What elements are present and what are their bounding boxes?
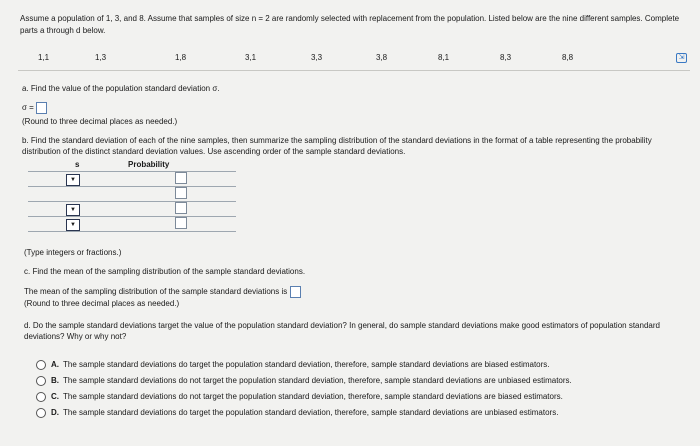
problem-intro: Assume a population of 1, 3, and 8. Assume that samples of size n = 2 are randomly selected with replacement from the population. Listed below are the nine different samples. Complete parts a through d below. <box>20 14 680 35</box>
table-row <box>28 187 236 202</box>
dropdown-arrow-icon: ▼ <box>70 222 76 228</box>
probability-input[interactable] <box>175 172 187 184</box>
sigma-label: σ = <box>22 103 34 113</box>
sample-item: 1,1 <box>38 53 50 62</box>
sample-item: 8,3 <box>500 53 512 62</box>
dropdown-arrow-icon: ▼ <box>70 207 76 213</box>
part-a-note: (Round to three decimal places as needed.) <box>22 117 178 126</box>
part-c-answer-text: The mean of the sampling distribution of the sample standard deviations is <box>24 287 288 297</box>
radio-button[interactable] <box>36 360 46 370</box>
distribution-table <box>28 171 236 232</box>
table-row <box>28 217 236 232</box>
s-value-dropdown[interactable] <box>66 174 80 186</box>
expand-icon[interactable]: ⇲ <box>676 53 687 63</box>
sample-item: 3,8 <box>376 53 388 62</box>
column-header-probability: Probability <box>128 160 170 169</box>
option-text: The sample standard deviations do not target the population standard deviation, therefore, sample standard deviations are biased estimators. <box>63 392 563 402</box>
option-b[interactable]: B. The sample standard deviations do not target the population standard deviation, therefore, sample standard deviations are unbiased estimators. <box>36 376 572 386</box>
sample-item: 8,8 <box>562 53 574 62</box>
table-row <box>28 202 236 217</box>
column-header-s: s <box>75 160 80 169</box>
sample-item: 3,3 <box>311 53 323 62</box>
table-row <box>28 172 236 187</box>
mean-answer-input[interactable] <box>290 286 301 298</box>
part-a-question: a. Find the value of the population standard deviation σ. <box>22 84 220 93</box>
probability-input[interactable] <box>175 202 187 214</box>
divider <box>18 70 690 71</box>
dropdown-arrow-icon: ▼ <box>70 177 76 183</box>
s-value-dropdown[interactable] <box>66 204 80 216</box>
sample-item: 8,1 <box>438 53 450 62</box>
radio-button[interactable] <box>36 408 46 418</box>
part-c-note: (Round to three decimal places as needed.) <box>24 299 180 308</box>
part-b-question: b. Find the standard deviation of each of the nine samples, then summarize the sampling distribution of the standard deviations in the format of a table representing the probability distribution of the distinct standard deviation values. Use ascending order of the sample standard deviations. <box>22 136 652 156</box>
probability-input[interactable] <box>175 187 187 199</box>
part-b-note: (Type integers or fractions.) <box>24 248 122 257</box>
part-d-question: d. Do the sample standard deviations target the value of the population standard deviation? In general, do sample standard deviations make good estimators of population standard deviations? Why or why not? <box>24 321 660 341</box>
sample-item: 1,3 <box>95 53 107 62</box>
part-c-answer-row <box>24 286 301 298</box>
radio-button[interactable] <box>36 376 46 386</box>
sample-item: 1,8 <box>175 53 187 62</box>
sample-item: 3,1 <box>245 53 257 62</box>
option-text: The sample standard deviations do target the population standard deviation, therefore, sample standard deviations are unbiased estimators. <box>63 408 559 418</box>
sigma-answer-input[interactable] <box>36 102 47 114</box>
option-c[interactable]: C. The sample standard deviations do not target the population standard deviation, therefore, sample standard deviations are biased estimators. <box>36 392 563 402</box>
option-text: The sample standard deviations do target the population standard deviation, therefore, sample standard deviations are biased estimators. <box>63 360 550 370</box>
probability-input[interactable] <box>175 217 187 229</box>
option-a[interactable]: A. The sample standard deviations do target the population standard deviation, therefore, sample standard deviations are biased estimators. <box>36 360 550 370</box>
option-text: The sample standard deviations do not target the population standard deviation, therefore, sample standard deviations are unbiased estimators. <box>63 376 572 386</box>
sample-list <box>38 53 678 67</box>
part-a-answer-row <box>22 102 47 114</box>
part-c-question: c. Find the mean of the sampling distribution of the sample standard deviations. <box>24 267 306 276</box>
radio-button[interactable] <box>36 392 46 402</box>
s-value-dropdown[interactable] <box>66 219 80 231</box>
option-d[interactable]: D. The sample standard deviations do target the population standard deviation, therefore, sample standard deviations are unbiased estimators. <box>36 408 558 418</box>
